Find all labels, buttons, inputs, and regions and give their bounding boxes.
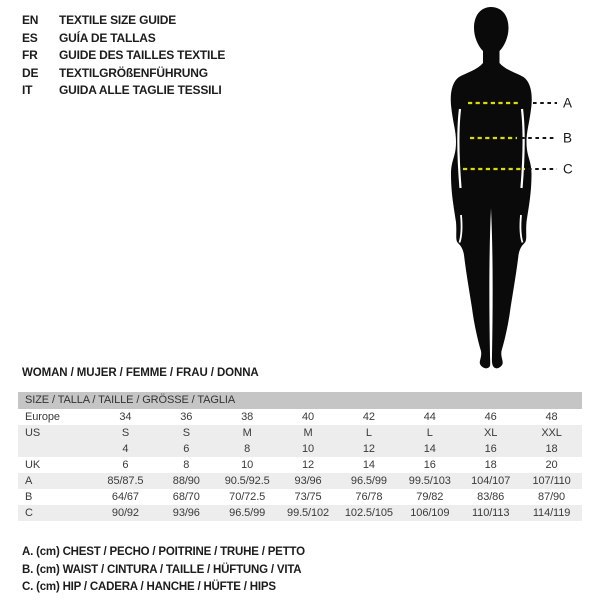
size-cell: 107/110: [532, 475, 571, 487]
size-cell: 46: [484, 411, 497, 423]
size-cell: 38: [241, 411, 254, 423]
size-cell: 99.5/103: [408, 475, 451, 487]
size-cell: S: [182, 427, 190, 439]
measure-note: A. (cm) CHEST / PECHO / POITRINE / TRUHE / PETTO: [22, 546, 305, 558]
size-cell: 93/96: [294, 475, 322, 487]
size-cell: 12: [302, 459, 315, 471]
size-cell: 14: [423, 443, 436, 455]
language-row: [22, 65, 225, 83]
row-label: Europe: [25, 411, 60, 423]
size-cell: 88/90: [172, 475, 200, 487]
size-cell: 10: [302, 443, 315, 455]
size-cell: 4: [122, 443, 129, 455]
language-code: EN: [22, 13, 39, 27]
measure-note: C. (cm) HIP / CADERA / HANCHE / HÜFTE / HIPS: [22, 581, 276, 593]
size-cell: 106/109: [410, 507, 450, 519]
measure-label-c: C: [563, 161, 573, 177]
row-label: A: [25, 475, 33, 487]
size-cell: 99.5/102: [287, 507, 330, 519]
size-cell: M: [303, 427, 313, 439]
size-cell: 34: [119, 411, 132, 423]
language-label: GUIDE DES TAILLES TEXTILE: [59, 48, 226, 62]
size-cell: 6: [122, 459, 129, 471]
measure-note: B. (cm) WAIST / CINTURA / TAILLE / HÜFTUNG / VITA: [22, 563, 302, 576]
table-row: [18, 441, 582, 457]
size-cell: 40: [302, 411, 315, 423]
size-cell: 83/86: [477, 491, 505, 503]
table-row: [18, 505, 582, 521]
size-cell: 42: [362, 411, 375, 423]
language-label: TEXTILE SIZE GUIDE: [59, 13, 177, 27]
language-row: [22, 12, 225, 30]
size-cell: 8: [244, 443, 251, 455]
language-list: [22, 12, 225, 100]
size-cell: 18: [484, 459, 497, 471]
row-label: C: [25, 507, 33, 519]
size-cell: 104/107: [471, 475, 511, 487]
language-row: [22, 30, 225, 48]
size-cell: S: [121, 427, 130, 439]
size-cell: 14: [362, 459, 375, 471]
size-cell: L: [426, 427, 433, 439]
section-title: WOMAN / MUJER / FEMME / FRAU / DONNA: [22, 367, 259, 379]
language-label: TEXTILGRÖßENFÜHRUNG: [59, 65, 208, 80]
size-cell: 76/78: [355, 491, 383, 503]
size-cell: 12: [362, 443, 375, 455]
size-cell: 114/119: [532, 507, 571, 519]
size-cell: 87/90: [538, 491, 566, 503]
row-label: [18, 441, 95, 457]
size-cell: 68/70: [172, 491, 200, 503]
measure-label-b: B: [563, 130, 573, 146]
size-cell: 6: [183, 443, 190, 455]
table-row: [18, 457, 582, 473]
measure-label-a: A: [563, 95, 573, 111]
language-row: [22, 82, 225, 100]
size-cell: 48: [545, 411, 558, 423]
size-cell: 36: [180, 411, 193, 423]
language-label: GUIDA ALLE TAGLIE TESSILI: [59, 83, 222, 97]
size-cell: 16: [484, 443, 497, 455]
table-row: [18, 409, 582, 425]
size-cell: 85/87.5: [107, 475, 144, 487]
table-row: [18, 473, 582, 489]
size-cell: L: [365, 427, 372, 439]
size-cell: 16: [423, 459, 436, 471]
measure-notes: [22, 544, 305, 597]
language-label: GUÍA DE TALLAS: [59, 30, 156, 45]
row-label: US: [25, 427, 41, 439]
table-row: [18, 425, 582, 441]
size-cell: 90.5/92.5: [224, 475, 270, 487]
size-cell: 96.5/99: [229, 507, 266, 519]
size-table-header: SIZE / TALLA / TAILLE / GRÖSSE / TAGLIA: [18, 392, 582, 409]
language-code: ES: [22, 30, 38, 45]
language-code: FR: [22, 48, 38, 62]
size-cell: 70/72.5: [229, 491, 266, 503]
woman-silhouette: [451, 7, 532, 368]
size-cell: 90/92: [111, 507, 139, 519]
size-cell: 102.5/105: [344, 507, 393, 519]
size-cell: 96.5/99: [350, 475, 387, 487]
size-cell: M: [242, 427, 252, 439]
language-code: IT: [22, 83, 33, 97]
size-cell: 73/75: [294, 491, 322, 503]
size-cell: 10: [241, 459, 254, 471]
size-cell: 79/82: [416, 491, 444, 503]
row-label: B: [25, 491, 33, 503]
woman-silhouette-figure: [430, 2, 600, 377]
size-cell: 110/113: [471, 507, 510, 519]
size-cell: 20: [545, 459, 558, 471]
size-cell: 64/67: [111, 491, 139, 503]
language-row: [22, 47, 225, 65]
row-label: UK: [25, 459, 41, 471]
table-row: [18, 489, 582, 505]
size-table-rows: [18, 409, 582, 521]
size-table: [18, 392, 582, 521]
size-cell: XXL: [541, 427, 562, 439]
size-cell: 18: [545, 443, 558, 455]
language-code: DE: [22, 65, 39, 80]
size-cell: 44: [423, 411, 436, 423]
size-cell: 93/96: [172, 507, 200, 519]
size-cell: 8: [183, 459, 190, 471]
size-cell: XL: [484, 427, 498, 439]
